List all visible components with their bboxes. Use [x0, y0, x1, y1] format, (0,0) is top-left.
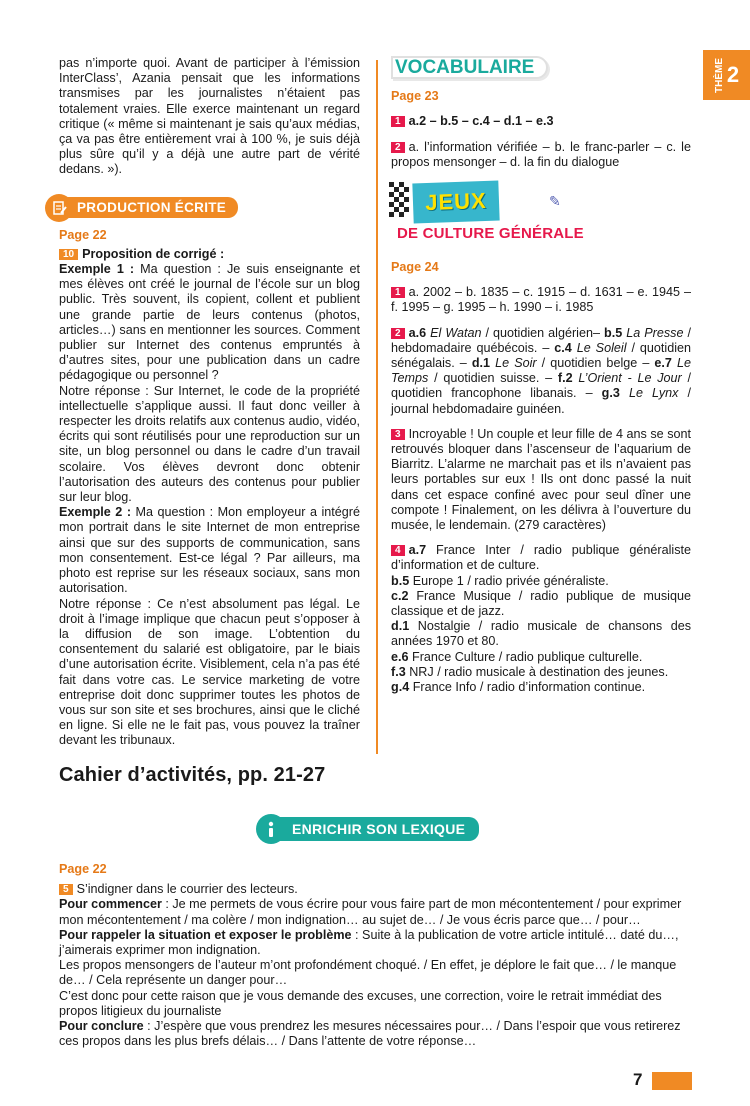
checkered-flag-icon [389, 182, 411, 222]
newspaper-title: L’Orient - Le Jour [578, 371, 682, 386]
number-badge: 2 [391, 328, 405, 339]
example-2 [59, 505, 360, 596]
column-divider [376, 60, 378, 754]
enrichir-header [256, 814, 479, 844]
radio-line [391, 543, 691, 573]
radio-line [391, 574, 691, 589]
section-title: PRODUCTION ÉCRITE [61, 197, 238, 218]
production-ecrite-header [45, 194, 360, 222]
right-column [391, 56, 691, 695]
answer-key: c.4 [554, 340, 577, 355]
radio-key: g.4 [391, 680, 410, 695]
answer-text: / quotidien belge – [536, 356, 655, 371]
page-23-ref: Page 23 [391, 89, 439, 104]
newspaper-title: El Watan [430, 325, 482, 340]
vocab-answer-2-text: a. l’information vérifiée – b. le franc-parler – c. le propos mensonger – d. la fin du dialogue [391, 139, 691, 169]
page-number: 7 [633, 1070, 643, 1089]
jeux-answer-3-text: Incroyable ! Un couple et leur fille de 4 ans se sont retrouvés bloquer dans l’ascenseur de l’aquarium de Biarritz. L’alarme ne marchait pas et ils n’avaient pas leurs portables sur eux ! Ils ont donc passé la nuit dans cet espace confiné avec pour seul dîner une compote ! Finalement, on les délivra à l’ouverture du musée, le lendemain. (279 caractères) [391, 426, 691, 533]
example-1-label: Exemple 1 : [59, 262, 135, 277]
left-column [59, 56, 360, 749]
jeux-logo [391, 182, 691, 254]
page-number-bar [652, 1072, 692, 1090]
radio-text: Nostalgie / radio musicale de chansons des années 1970 et 80. [391, 619, 691, 649]
vocab-answer-1-text: a.2 – b.5 – c.4 – d.1 – e.3 [408, 114, 554, 129]
example-1-answer: Notre réponse : Sur Internet, le code de la propriété intellectuelle s’applique aussi. Il faut donc veiller à respecter les droits relatifs aux contenus audio, vidéo, écrits qui sont réutilisés pour une reproduction sur un site, un blog personnel ou dans le cadre d’un travail scolaire. Vos élèves devront donc obtenir l’autorisation des auteurs des contenus pour publier sur leur blog. [59, 383, 360, 505]
answer-key: d.1 [471, 356, 496, 371]
proposition-label: Proposition de corrigé : [82, 246, 225, 261]
radio-line [391, 619, 691, 649]
radio-key: e.6 [391, 649, 409, 664]
number-badge: 4 [391, 545, 405, 556]
info-icon [256, 814, 286, 844]
answer-text: / quotidien francophone libanais. – [391, 371, 691, 401]
bottom-title: S’indigner dans le courrier des lecteurs. [76, 882, 298, 897]
answer-text: / quotidien sénégalais. – [391, 340, 692, 371]
radio-text: France Culture / radio publique culturelle. [408, 649, 643, 664]
answer-key: b.5 [604, 325, 627, 340]
bottom-line-5-text: : J’espère que vous prendrez les mesures nécessaires pour… / Dans l’espoir que vous retirerez ces propos dans les plus brefs délais… / Dans l’attente de votre réponse… [59, 1019, 681, 1049]
theme-number: 2 [726, 62, 740, 87]
jeux-box [412, 181, 499, 224]
pen-icon: ✎ [549, 193, 561, 210]
bottom-line-5-label: Pour conclure [59, 1019, 144, 1034]
bottom-line-1 [59, 897, 695, 927]
jeux-subtitle: DE CULTURE GÉNÉRALE [397, 225, 584, 243]
answer-key: e.7 [654, 356, 677, 371]
pencil-icon [45, 194, 73, 222]
newspaper-title: Le Temps [391, 356, 691, 386]
example-1 [59, 262, 360, 384]
radio-line [391, 680, 691, 695]
bottom-line-2-text: : Suite à la publication de votre article intitulé… daté du…, j’aimerais exprimer mon indignation. [59, 927, 679, 958]
bottom-line-2 [59, 928, 695, 958]
radio-text: France Musique / radio publique de musique classique et de jazz. [391, 588, 691, 619]
enrichir-title: ENRICHIR SON LEXIQUE [274, 817, 479, 841]
answer-key: a.6 [408, 325, 431, 340]
radio-key: a.7 [408, 543, 427, 558]
newspaper-title: Le Soleil [576, 340, 627, 355]
newspaper-title: Le Soir [495, 356, 537, 371]
jeux-answer-1-text: a. 2002 – b. 1835 – c. 1915 – d. 1631 – e. 1945 – f. 1995 – g. 1995 – h. 1990 – i. 1985 [391, 285, 691, 315]
example-1-text: Ma question : Je suis enseignante et mes élèves ont créé le journal de l’école sur un blog public. Très souvent, ils copient, collent et publient une grande partie de leurs contenus (photos, articles…) sans en mentionner les sources. Comment publier sur Internet des contenus empruntés à d’autres sites, pour une publication dans un cadre pédagogique ou personnel ? [59, 262, 360, 383]
example-2-label: Exemple 2 : [59, 505, 132, 520]
cahier-heading: Cahier d’activités, pp. 21-27 [59, 764, 326, 786]
bottom-line-3: Les propos mensongers de l’auteur m’ont profondément choqué. / En effet, je déplore le fait que… / le manque de… / Cela représente un danger pour… [59, 958, 677, 988]
radio-text: Europe 1 / radio privée généraliste. [409, 573, 609, 588]
vocabulaire-title: VOCABULAIRE [391, 56, 548, 79]
bottom-line-4: C’est donc pour cette raison que je vous demande des excuses, une correction, voire le retrait immédiat des propos litigieux du journaliste [59, 988, 662, 1018]
bottom-section [59, 862, 695, 1049]
radio-key: f.3 [391, 664, 406, 679]
theme-label: THÈME [713, 57, 725, 93]
exercise-number: 10 [59, 249, 78, 260]
page-ref: Page 22 [59, 227, 107, 242]
answer-text: / hebdomadaire québécois. – [391, 325, 691, 355]
bottom-line-1-text: : Je me permets de vous écrire pour vous faire part de mon mécontentement / pour exprimer mon mécontentement / ma colère / mon indignation… au sujet de… / Je vous écris parce que… / pour… [59, 897, 682, 927]
radio-text: France Info / radio d’information continue. [409, 680, 646, 695]
answer-key: f.2 [557, 371, 579, 386]
number-badge: 1 [391, 116, 405, 127]
example-2-text: Ma question : Mon employeur a intégré mon portrait dans le site Internet de mon entreprise ainsi que sur des supports de communication, sans mon consentement. Est-ce légal ? Par ailleurs, ma photo est reprise sur les réseaux sociaux, sans mon autorisation. [59, 505, 360, 596]
radio-key: d.1 [391, 619, 410, 634]
radio-text: NRJ / radio musicale à destination des jeunes. [405, 664, 669, 679]
newspaper-title: Le Lynx [628, 386, 679, 401]
jeux-answer-2-text [391, 326, 691, 416]
vocab-answer-1 [391, 114, 691, 129]
jeux-answer-1 [391, 285, 691, 315]
bottom-line-5 [59, 1019, 695, 1049]
radio-key: c.2 [391, 588, 409, 603]
number-badge: 2 [391, 142, 405, 153]
answer-text: / quotidien algérien– [481, 325, 605, 340]
radio-line [391, 665, 691, 680]
theme-tab [703, 50, 750, 100]
vocab-answer-2 [391, 140, 691, 170]
radio-line [391, 589, 691, 619]
page-24-ref: Page 24 [391, 260, 439, 275]
answer-key: g.3 [601, 386, 629, 401]
radio-line [391, 650, 691, 665]
jeux-answer-4 [391, 543, 691, 695]
number-badge: 1 [391, 287, 405, 298]
jeux-answer-3 [391, 427, 691, 533]
radio-key: b.5 [391, 573, 410, 588]
bottom-line-2-label: Pour rappeler la situation et exposer le problème [59, 927, 352, 942]
newspaper-title: La Presse [626, 325, 684, 340]
jeux-answer-2 [391, 326, 691, 417]
intro-paragraph: pas n’importe quoi. Avant de participer à l’émission InterClass’, Azania pensait que les informations transmises par les journalistes n’étaient pas totalement vraies. Elle exerce maintenant un regard critique (« même si maintenant je sais qu’aux médias, ça va pas être entièrement vrai à 100 %, je suis déjà plus sûre qu’il y a déjà une autre part de vérité dedans. »). [59, 56, 360, 177]
proposition-line [59, 247, 360, 262]
bottom-title-line [59, 882, 695, 897]
bottom-line-1-label: Pour commencer [59, 897, 162, 912]
answer-text: / journal hebdomadaire guinéen. [391, 386, 691, 416]
number-badge: 5 [59, 884, 73, 895]
example-2-answer: Notre réponse : Ce n’est absolument pas légal. Le droit à l’image implique que chacun peut s’opposer à la diffusion de son image. L’obtention du consentement du salarié est obligatoire, par le biais d’une autorisation écrite. Visiblement, cela n’a pas été fait dans votre cas. Le service marketing de votre entreprise doit donc supprimer toutes les photos de vous sur son site et ses brochures, ainsi que le cliché en ligne. Si elle ne le fait pas, vous pouvez la traîner devant les tribunaux. [59, 596, 360, 748]
answer-text: / quotidien suisse. – [428, 371, 558, 386]
radio-text: France Inter / radio publique généraliste d’information et de culture. [391, 543, 691, 573]
bottom-page-ref: Page 22 [59, 862, 107, 876]
jeux-title: JEUX [424, 188, 488, 216]
number-badge: 3 [391, 429, 405, 440]
